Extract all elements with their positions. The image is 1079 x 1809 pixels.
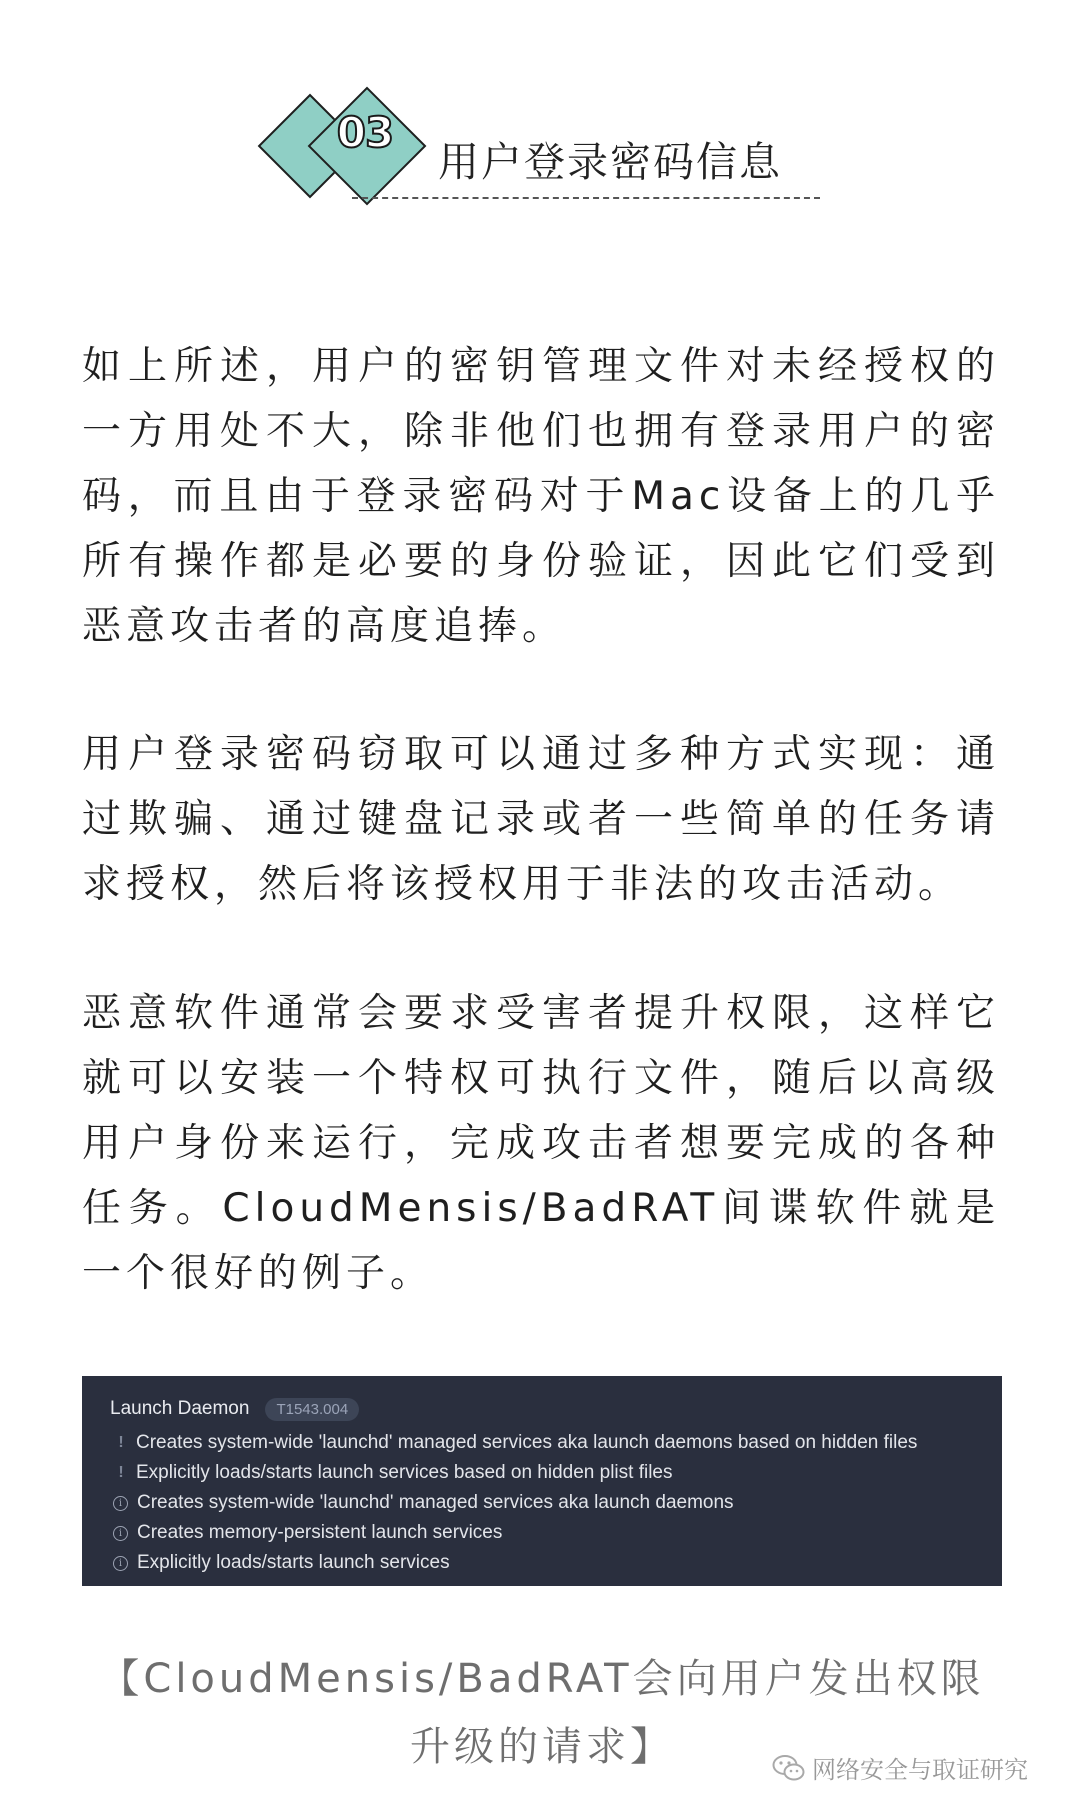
list-item-text: Creates system-wide 'launchd' managed services aka launch daemons xyxy=(137,1492,734,1513)
launch-daemon-panel xyxy=(82,1376,1002,1586)
list-item-text: Explicitly loads/starts launch services based on hidden plist files xyxy=(136,1462,673,1483)
list-item-text: Creates memory-persistent launch services xyxy=(137,1522,503,1543)
warning-icon: ! xyxy=(118,1434,124,1451)
list-item xyxy=(112,1548,917,1578)
list-item xyxy=(112,1428,917,1458)
paragraph-1: 如上所述，用户的密钥管理文件对未经授权的一方用处不大，除非他们也拥有登录用户的密码，而且由于登录密码对于Mac设备上的几乎所有操作都是必要的身份验证，因此它们受到恶意攻击者的高度追捧。 xyxy=(82,344,1000,649)
paragraph-3: 恶意软件通常会要求受害者提升权限，这样它就可以安装一个特权可执行文件，随后以高级用户身份来运行，完成攻击者想要完成的各种任务。CloudMensis/BadRAT间谍软件就是一个很好的例子。 xyxy=(82,991,1000,1296)
panel-header xyxy=(110,1394,359,1424)
info-icon: i xyxy=(113,1556,128,1571)
watermark xyxy=(772,1750,1028,1785)
section-title: 用户登录密码信息 xyxy=(438,138,782,186)
list-item-text: Creates system-wide 'launchd' managed services aka launch daemons based on hidden files xyxy=(136,1432,918,1453)
image-caption-line-1: 【CloudMensis/BadRAT会向用户发出权限 xyxy=(99,1656,985,1702)
info-icon: i xyxy=(113,1496,128,1511)
section-number: 03 xyxy=(336,108,394,157)
image-caption-line-2: 升级的请求】 xyxy=(410,1724,674,1770)
wechat-icon xyxy=(772,1754,806,1782)
section-divider xyxy=(352,197,820,199)
list-item-text: Explicitly loads/starts launch services xyxy=(137,1552,450,1573)
watermark-text: 网络安全与取证研究 xyxy=(812,1756,1028,1784)
paragraph-2: 用户登录密码窃取可以通过多种方式实现：通过欺骗、通过键盘记录或者一些简单的任务请求授权，然后将该授权用于非法的攻击活动。 xyxy=(82,732,1000,907)
list-item xyxy=(112,1518,917,1548)
behavior-list xyxy=(112,1428,917,1578)
info-icon: i xyxy=(113,1526,128,1541)
list-item xyxy=(112,1488,917,1518)
panel-title: Launch Daemon xyxy=(110,1398,250,1419)
technique-id-badge: T1543.004 xyxy=(265,1398,359,1421)
warning-icon: ! xyxy=(118,1464,124,1481)
section-header xyxy=(250,80,820,210)
list-item xyxy=(112,1458,917,1488)
